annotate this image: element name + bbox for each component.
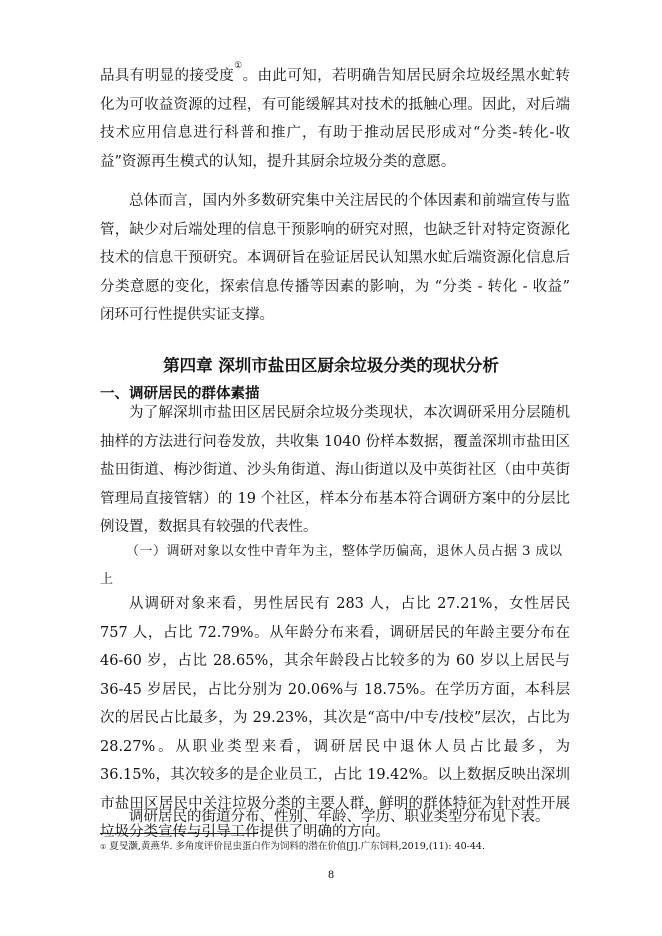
footnote-reference[interactable]: ① [234,61,243,71]
paragraph-demographics: 从调研对象来看，男性居民有 283 人，占比 27.21%，女性居民 757 人，占比 72.79%。从年龄分布来看，调研居民的年龄主要分布在 46-60 岁，占比 28.65%，其余年龄段占比较多的为 60 岁以上居民与 36-45 岁居民，占比分别为 20.06%与 18.75%。在学历方面，本科层次的居民占比最多，为 29.23%，其次是“高中/中专/技校”层次，占比为 28.27%。从职业类型来看，调研居民中退休人员占比最多，为 36.15%，其次较多的是企业员工，占比 19.42%。以上数据反映出深圳市盐田区居民中关注垃圾分类的主要人群，鲜明的群体特征为针对性开展垃圾分类宣传与引导工作提供了明确的方向。 [100,596,570,840]
subsection-title: （一）调研对象以女性中青年为主，整体学历偏高，退休人员占据 3 成以上 [100,544,563,587]
footnote-separator [100,833,258,834]
paragraph-text: 品具有明显的接受度 [100,68,235,84]
footnote-text: 夏旻灏,黄燕华. 多角度评价昆虫蛋白作为饲料的潜在价值[J].广东饲料,2019,(11): 40-44. [109,841,485,852]
footnote-mark: ① [100,843,107,851]
page-number: 8 [327,870,335,881]
paragraph-survey-method: 为了解深圳市盐田区居民厨余垃圾分类现状，本次调研采用分层随机抽样的方法进行问卷发放，共收集 1040 份样本数据，覆盖深圳市盐田区盐田街道、梅沙街道、沙头角街道、海山街道以及中英街社区（由中英街管理局直接管辖）的 19 个社区，样本分布基本符合调研方案中的分层比例设置，数据具有较强的代表性。 [100,405,570,535]
paragraph-continuation [100,62,570,176]
footnote [100,840,570,854]
chapter-title: 第四章 深圳市盐田区厨余垃圾分类的现状分析 [163,356,499,375]
paragraph-table-intro: 调研居民的街道分布、性别、年龄、学历、职业类型分布见下表。 [129,809,550,825]
section-title: 一、调研居民的群体素描 [100,386,260,402]
paragraph-summary: 总体而言，国内外多数研究集中关注居民的个体因素和前端宣传与监管，缺少对后端处理的信息干预影响的研究对照，也缺乏针对特定资源化技术的信息干预研究。本调研旨在验证居民认知黑水虻后端资源化信息后分类意愿的变化，探索信息传播等因素的影响，为 “分类 - 转化 - 收益” 闭环可行性提供实证支撑。 [100,193,570,323]
paragraph-text: 。由此可知，若明确告知居民厨余垃圾经黑水虻转化为可收益资源的过程，有可能缓解其对技术的抵触心理。因此，对后端技术应用信息进行科普和推广，有助于推动居民形成对“分类-转化-收益”资源再生模式的认知，提升其厨余垃圾分类的意愿。 [100,68,571,170]
